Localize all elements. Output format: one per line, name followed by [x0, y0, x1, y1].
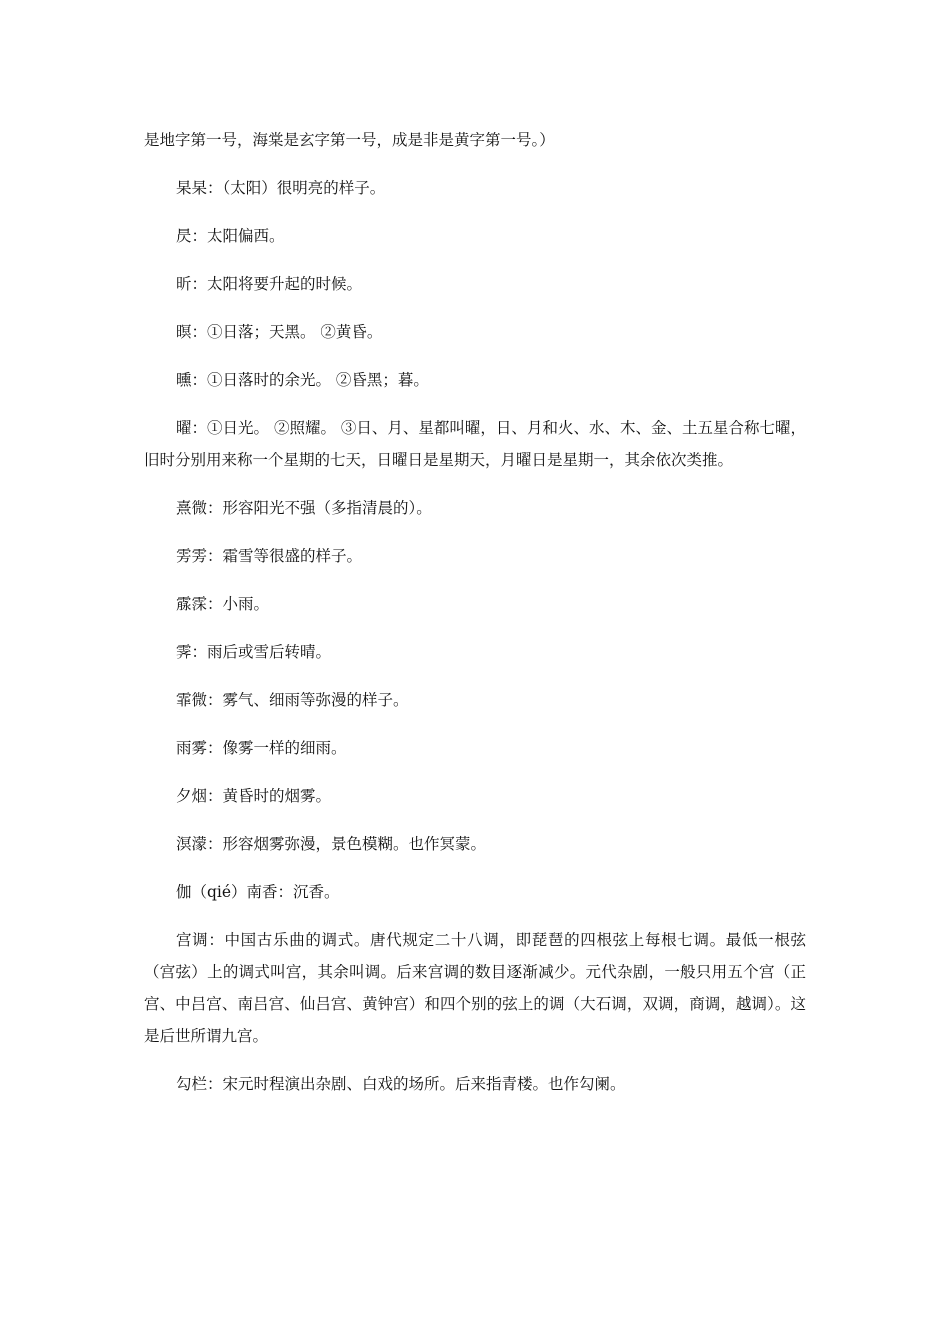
entry-yuwu: 雨雾：像雾一样的细雨。	[176, 739, 347, 757]
entry-qienanxiang: 伽（qié）南香：沉香。	[176, 883, 340, 901]
entry-yao: 曜：①日光。 ②照耀。 ③日、月、星都叫曜，日、月和火、水、木、金、土五星合称七曜，旧时分别用来称一个星期的七天，日曜日是星期天，月曜日是星期一，其余依次类推。	[144, 419, 806, 469]
entry-xiwei: 熹微：形容阳光不强（多指清晨的）。	[176, 499, 432, 517]
entry-xiyan: 夕烟：黄昏时的烟雾。	[176, 787, 332, 805]
entry-gongdiao: 宫调：中国古乐曲的调式。唐代规定二十八调，即琵琶的四根弦上每根七调。最低一根弦（宫弦）上的调式叫宫，其余叫调。后来宫调的数目逐渐减少。元代杂剧，一般只用五个宫（正宫、中吕宫、南吕宫、仙吕宫、黄钟宫）和四个别的弦上的调（大石调，双调，商调，越调）。这是后世所谓九宫。	[144, 931, 806, 1045]
entry-ming: 暝：①日落；天黑。 ②黄昏。	[176, 323, 383, 341]
entry-mingmeng: 溟濛：形容烟雾弥漫，景色模糊。也作冥蒙。	[176, 835, 487, 853]
entry-ji: 霁：雨后或雪后转晴。	[176, 643, 332, 661]
entry-maimu: 霡霂：小雨。	[176, 595, 270, 613]
entry-feiwei: 霏微：雾气、细雨等弥漫的样子。	[176, 691, 409, 709]
entry-goulan: 勾栏：宋元时程演出杂剧、白戏的场所。后来指青楼。也作勾阑。	[176, 1075, 626, 1093]
entry-xun: 曛：①日落时的余光。 ②昏黑；暮。	[176, 371, 429, 389]
entry-pangpang: 雱雱：霜雪等很盛的样子。	[176, 547, 363, 565]
document-page	[144, 124, 806, 1116]
paragraph-continuation: 是地字第一号，海棠是玄字第一号，成是非是黄字第一号。）	[144, 131, 555, 149]
entry-gaogao: 杲杲：（太阳）很明亮的样子。	[176, 179, 386, 197]
entry-xin: 昕：太阳将要升起的时候。	[176, 275, 363, 293]
entry-ze: 昃：太阳偏西。	[176, 227, 285, 245]
